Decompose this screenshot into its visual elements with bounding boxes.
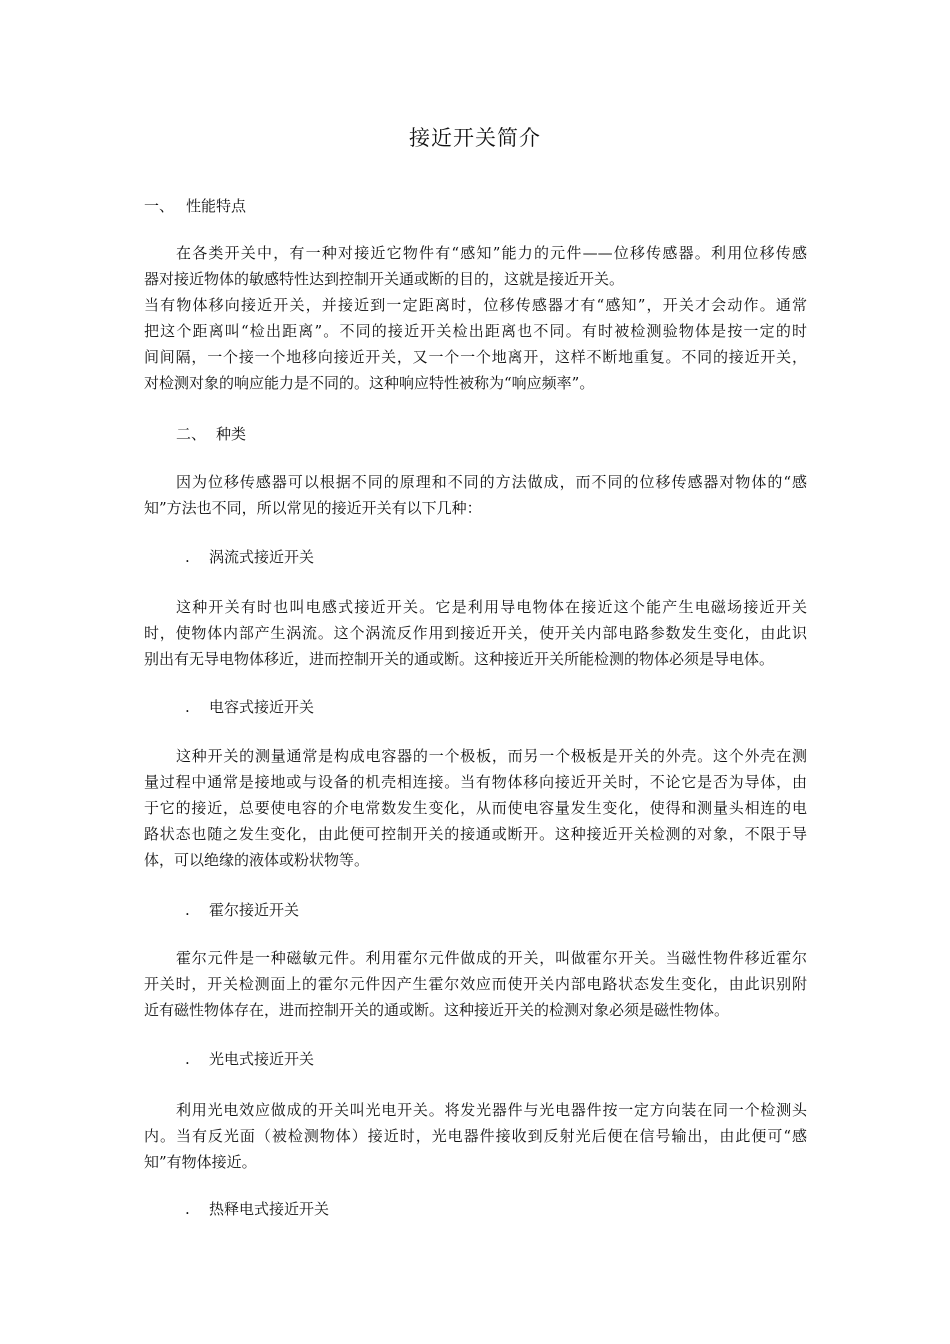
bullet-dot: .	[185, 901, 190, 919]
paragraph	[144, 240, 807, 292]
text-line: 体，可以绝缘的液体或粉状物等。	[144, 851, 370, 869]
paragraph	[144, 292, 807, 396]
subsection-title: 霍尔接近开关	[209, 901, 300, 919]
bullet-dot: .	[185, 698, 190, 716]
text-line: 这种开关有时也叫电感式接近开关。它是利用导电物体在接近这个能产生电磁场接近开关	[176, 598, 807, 616]
text-line: 路状态也随之发生变化，由此便可控制开关的接通或断开。这种接近开关检测的对象，不限于导	[144, 825, 807, 843]
text-line: 利用光电效应做成的开关叫光电开关。将发光器件与光电器件按一定方向装在同一个检测头	[176, 1101, 807, 1119]
text-line: 间间隔，一个接一个地移向接近开关，又一个一个地离开，这样不断地重复。不同的接近开关，	[144, 348, 807, 366]
subsection-title: 热释电式接近开关	[209, 1200, 330, 1218]
text-line: 近有磁性物体存在，进而控制开关的通或断。这种接近开关的检测对象必须是磁性物体。	[144, 1001, 730, 1019]
paragraph	[144, 945, 807, 1023]
subsection-title: 电容式接近开关	[209, 698, 315, 716]
section-title: 性能特点	[186, 197, 247, 215]
text-line: 这种开关的测量通常是构成电容器的一个极板，而另一个极板是开关的外壳。这个外壳在测	[176, 747, 807, 765]
section-heading-2	[176, 422, 246, 446]
text-line: 于它的接近，总要使电容的介电常数发生变化，从而使电容量发生变化，使得和测量头相连的电	[144, 799, 807, 817]
subsection-heading-eddy	[185, 545, 314, 569]
bullet-dot: .	[185, 548, 190, 566]
subsection-heading-pyroelectric	[185, 1197, 329, 1221]
text-line: 内。当有反光面（被检测物体）接近时，光电器件接收到反射光后便在信号输出，由此便可“感	[144, 1127, 807, 1145]
text-line: 器对接近物体的敏感特性达到控制开关通或断的目的，这就是接近开关。	[144, 270, 625, 288]
paragraph	[144, 1097, 807, 1175]
subsection-heading-capacitive	[185, 695, 314, 719]
text-line: 知”有物体接近。	[144, 1153, 257, 1171]
document-title: 接近开关简介	[409, 126, 541, 150]
bullet-dot: .	[185, 1050, 190, 1068]
text-line: 时，使物体内部产生涡流。这个涡流反作用到接近开关，使开关内部电路参数发生变化，由此识	[144, 624, 807, 642]
text-line: 量过程中通常是接地或与设备的机壳相连接。当有物体移向接近开关时，不论它是否为导体，由	[144, 773, 807, 791]
text-line: 在各类开关中，有一种对接近它物件有“感知”能力的元件——位移传感器。利用位移传感	[176, 244, 807, 262]
section-number: 二、	[176, 425, 207, 443]
text-line: 对检测对象的响应能力是不同的。这种响应特性被称为“响应频率”。	[144, 374, 595, 392]
bullet-dot: .	[185, 1200, 190, 1218]
text-line: 当有物体移向接近开关，并接近到一定距离时，位移传感器才有“感知”，开关才会动作。通常	[144, 296, 807, 314]
text-line: 把这个距离叫“检出距离”。不同的接近开关检出距离也不同。有时被检测验物体是按一定的时	[144, 322, 807, 340]
section-heading-1	[144, 194, 246, 218]
text-line: 因为位移传感器可以根据不同的原理和不同的方法做成，而不同的位移传感器对物体的“感	[176, 473, 807, 491]
subsection-heading-hall	[185, 898, 299, 922]
subsection-heading-photoelectric	[185, 1047, 314, 1071]
subsection-title: 涡流式接近开关	[209, 548, 315, 566]
paragraph	[144, 469, 807, 521]
text-line: 霍尔元件是一种磁敏元件。利用霍尔元件做成的开关，叫做霍尔开关。当磁性物件移近霍尔	[176, 949, 807, 967]
section-title: 种类	[216, 425, 247, 443]
paragraph	[144, 594, 807, 672]
text-line: 别出有无导电物体移近，进而控制开关的通或断。这种接近开关所能检测的物体必须是导电体。	[144, 650, 775, 668]
text-line: 知”方法也不同，所以常见的接近开关有以下几种：	[144, 499, 482, 517]
text-line: 开关时，开关检测面上的霍尔元件因产生霍尔效应而使开关内部电路状态发生变化，由此识别附	[144, 975, 807, 993]
subsection-title: 光电式接近开关	[209, 1050, 315, 1068]
paragraph	[144, 743, 807, 873]
section-number: 一、	[144, 197, 175, 215]
